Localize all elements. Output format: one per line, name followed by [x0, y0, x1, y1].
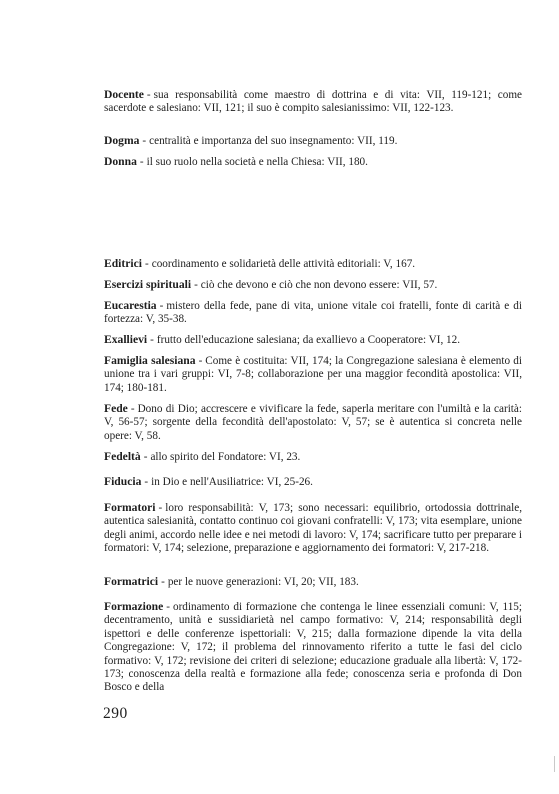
page-edge-mark: [554, 756, 555, 772]
separator: -: [143, 451, 148, 463]
index-entry-docente: [104, 88, 522, 116]
index-text: Come è costituita: VII, 174; la Congregazione salesiana è elemento di unione tra i vari gruppi: VI, 7-8; collaborazione per una maggior fecondità apostolica: VII, 174; 180-181.: [104, 355, 522, 394]
index-term: Editrici: [104, 257, 142, 270]
index-entry-exallievi: [104, 333, 522, 347]
separator: -: [158, 502, 163, 514]
index-entry-formatrici: [104, 575, 522, 589]
separator: -: [144, 476, 149, 488]
index-text: il suo ruolo nella società e nella Chiesa: VII, 180.: [146, 156, 368, 168]
index-entry-famiglia-salesiana: [104, 354, 522, 395]
separator: -: [161, 576, 165, 588]
index-term: Eucarestia: [104, 299, 157, 312]
index-term: Fedeltà: [104, 450, 141, 463]
index-entry-fede: [104, 402, 522, 443]
index-entry-editrici: [104, 257, 522, 271]
separator: -: [194, 279, 198, 291]
separator: -: [145, 258, 149, 270]
index-entry-formatori: [104, 501, 522, 556]
index-text: in Dio e nell'Ausiliatrice: VI, 25-26.: [151, 476, 313, 488]
separator: -: [139, 156, 144, 168]
index-entry-donna: [104, 155, 522, 169]
index-entry-dogma: [104, 134, 522, 148]
index-term: Donna: [104, 155, 137, 168]
index-text: ciò che devono e ciò che non devono essere: VII, 57.: [200, 279, 438, 291]
page-number: 290: [103, 705, 128, 722]
index-term: Famiglia salesiana: [104, 354, 196, 367]
index-entry-fiducia: [104, 475, 522, 489]
index-term: Esercizi spirituali: [104, 278, 192, 291]
index-text: ordinamento di formazione che contenga le linee essenziali comuni: V, 115; decentramento, unità e sussidiarietà nel campo formativo: V, 214; responsabilità degli ispettori e delle conferenze ispettoriali: V, 215; dalla formazione dipende la vita della Congregazione: V, 172; il problema del rinnovamento riferito a tutte le fasi del ciclo formativo: V, 172; revisione dei criteri di selezione; educazione graduale alla libertà: V, 172-173; conoscenza della realtà e formazione alla fede; conoscenza seria e profonda di Don Bosco e della: [104, 601, 522, 694]
index-term: Exallievi: [104, 333, 148, 346]
index-term: Docente: [104, 88, 144, 101]
index-term: Dogma: [104, 134, 140, 147]
separator: -: [159, 300, 164, 312]
separator: -: [166, 601, 170, 613]
separator: -: [198, 355, 203, 367]
index-entry-esercizi-spirituali: [104, 278, 522, 292]
index-term: Formatori: [104, 501, 156, 514]
index-term: Formatrici: [104, 575, 159, 588]
index-text: per le nuove generazioni: VI, 20; VII, 183.: [167, 576, 359, 588]
index-text: frutto dell'educazione salesiana; da exallievo a Cooperatore: VI, 12.: [156, 334, 461, 346]
separator: -: [146, 89, 151, 101]
index-text: Dono di Dio; accrescere e vivificare la fede, saperla meritare con l'umiltà e la carità: V, 56-57; sorgente della fecondità dell'apostolato: V, 57; se è autentica si concreta nelle opere: V, 58.: [104, 403, 522, 442]
index-term: Formazione: [104, 600, 164, 613]
index-entry-fedelta: [104, 450, 522, 464]
separator: -: [150, 334, 154, 346]
separator: -: [130, 403, 135, 415]
index-text: centralità e importanza del suo insegnamento: VII, 119.: [149, 135, 398, 147]
index-entry-formazione: [104, 600, 522, 695]
index-text: loro responsabilità: V, 173; sono necessari: equilibrio, ortodossia dottrinale, autentica salesianità, contatto continuo coi giovani confratelli: V, 173; vita esemplare, unione degli animi, accordo nelle idee e nei metodi di lavoro: V, 174; sacrificare tutto per preparare i formatori: V, 174; selezione, preparazione e aggiornamento dei formatori: V, 217-218.: [104, 502, 522, 555]
index-term: Fede: [104, 402, 128, 415]
index-text: mistero della fede, pane di vita, unione vitale coi fratelli, fonte di carità e di fortezza: V, 35-38.: [104, 300, 522, 326]
index-entry-eucarestia: [104, 299, 522, 327]
index-text: coordinamento e solidarietà delle attività editoriali: V, 167.: [151, 258, 416, 270]
separator: -: [142, 135, 147, 147]
index-term: Fiducia: [104, 475, 142, 488]
index-text: sua responsabilità come maestro di dottrina e di vita: VII, 119-121; come sacerdote e salesiano: VII, 121; il suo è compito salesianissimo: VII, 122-123.: [104, 89, 522, 115]
index-text: allo spirito del Fondatore: VI, 23.: [150, 451, 301, 463]
